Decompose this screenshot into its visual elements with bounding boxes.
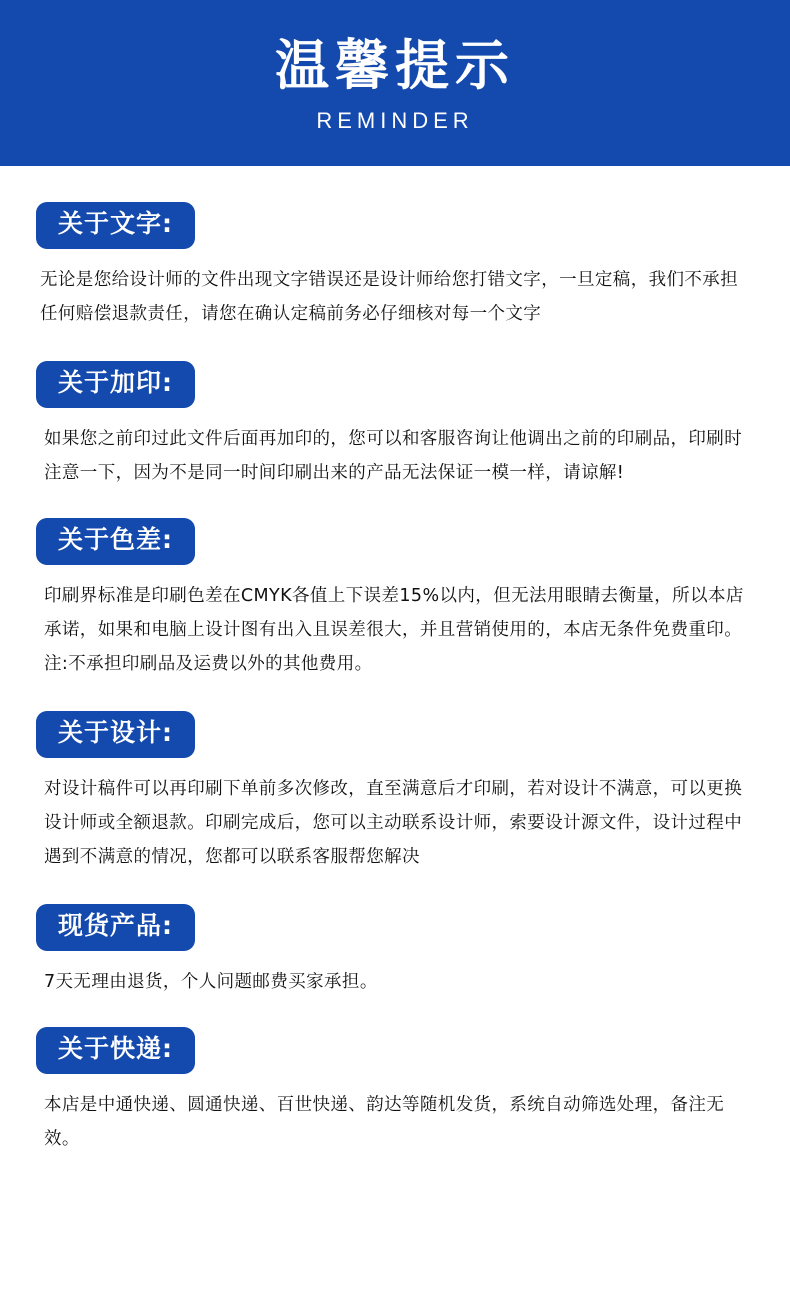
section-heading-wrap [0, 361, 790, 408]
section-heading-wrap [0, 202, 790, 249]
section-heading-badge: 关于快递: [36, 1027, 195, 1074]
section-heading-wrap [0, 518, 790, 565]
section-in-stock-products [0, 904, 790, 999]
page-subtitle: REMINDER [316, 108, 474, 134]
section-heading-wrap [0, 1027, 790, 1074]
section-shipping-policy [0, 1027, 790, 1156]
section-heading-badge: 关于文字: [36, 202, 195, 249]
section-color-difference-policy [0, 518, 790, 681]
page-header-banner [0, 0, 790, 166]
section-body: 印刷界标准是印刷色差在CMYK各值上下误差15%以内，但无法用眼睛去衡量，所以本店承诺，如果和电脑上设计图有出入且误差很大，并且营销使用的，本店无条件免费重印。注:不承担印刷品及运费以外的其他费用。 [44, 585, 744, 674]
section-heading-wrap [0, 904, 790, 951]
section-heading-badge: 关于加印: [36, 361, 195, 408]
section-body: 如果您之前印过此文件后面再加印的，您可以和客服咨询让他调出之前的印刷品，印刷时注意一下，因为不是同一时间印刷出来的产品无法保证一模一样，请谅解! [44, 428, 743, 483]
section-body: 本店是中通快递、圆通快递、百世快递、韵达等随机发货，系统自动筛选处理，备注无效。 [44, 1094, 725, 1149]
page-title: 温馨提示 [275, 33, 515, 97]
section-body: 7天无理由退货，个人问题邮费买家承担。 [44, 972, 378, 992]
section-design-policy [0, 711, 790, 874]
section-body: 对设计稿件可以再印刷下单前多次修改，直至满意后才印刷，若对设计不满意，可以更换设计师或全额退款。印刷完成后，您可以主动联系设计师，索要设计源文件，设计过程中遇到不满意的情况，您都可以联系客服帮您解决 [44, 778, 743, 868]
reminder-sections [0, 202, 790, 1166]
section-heading-badge: 关于设计: [36, 711, 195, 758]
section-text-policy [0, 202, 790, 331]
section-heading-badge: 现货产品: [36, 904, 195, 951]
section-heading-badge: 关于色差: [36, 518, 195, 565]
section-reprint-policy [0, 361, 790, 490]
section-heading-wrap [0, 711, 790, 758]
section-body: 无论是您给设计师的文件出现文字错误还是设计师给您打错文字，一旦定稿，我们不承担任何赔偿退款责任，请您在确认定稿前务必仔细核对每一个文字 [40, 269, 739, 324]
